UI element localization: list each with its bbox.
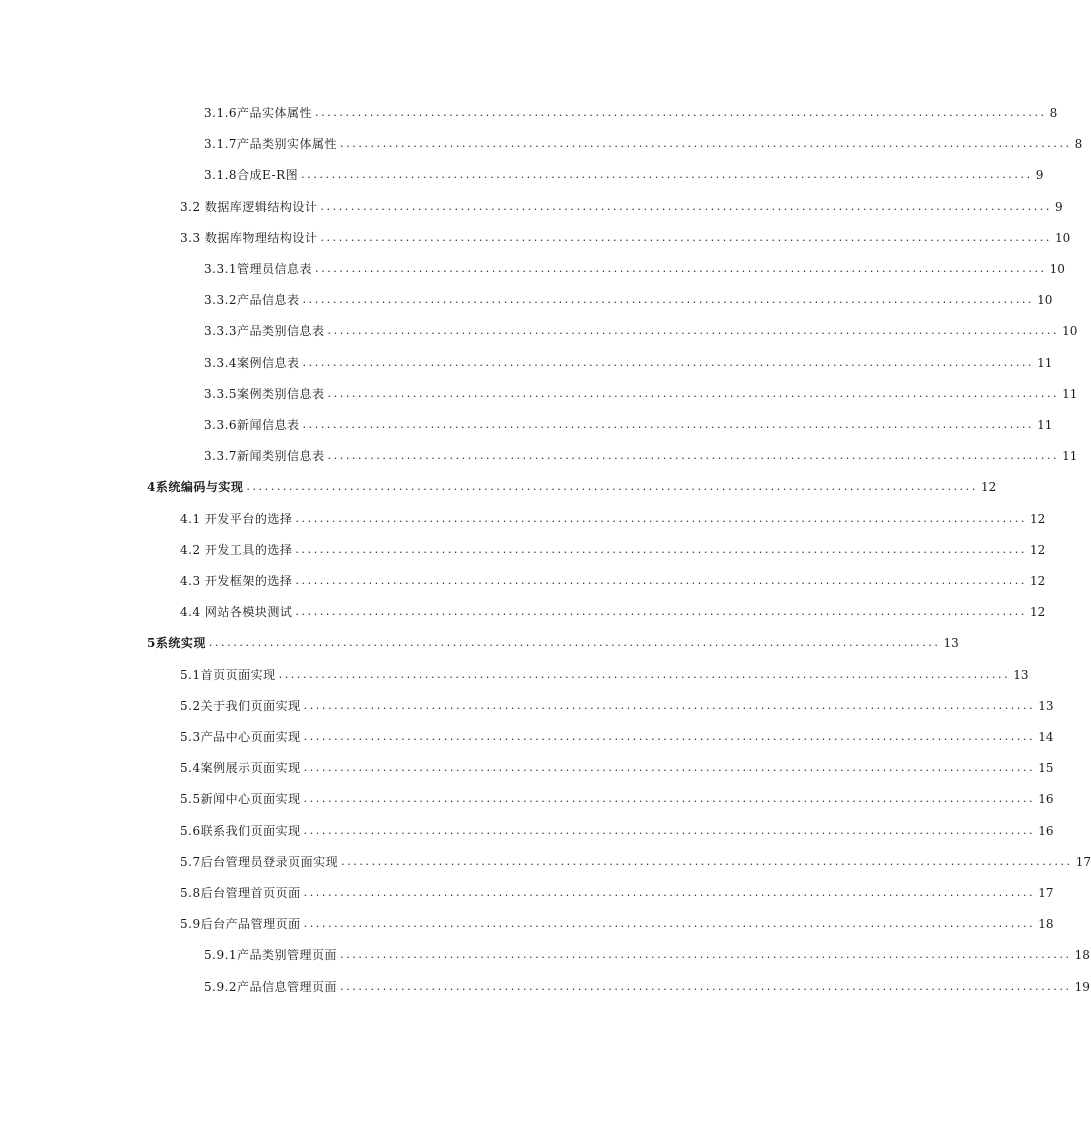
toc-page-number: 15 [1038,761,1054,775]
toc-entry-label: 5.4案例展示页面实现 [180,761,301,775]
toc-dot-leader: ........................................................................................................................ [327,324,1060,337]
toc-entry-label: 3.3 数据库物理结构设计 [180,231,318,245]
toc-entry[interactable] [204,321,1078,341]
toc-entry[interactable] [180,821,1054,841]
toc-dot-leader: ........................................................................................................................ [315,106,1047,119]
toc-entry[interactable] [204,134,1083,154]
toc-dot-leader: ........................................................................................................................ [303,886,1036,899]
toc-entry-label: 5.5新闻中心页面实现 [180,792,301,806]
toc-entry-label: 4.3 开发框架的选择 [180,574,293,588]
toc-page-number: 18 [1074,948,1090,962]
toc-page-number: 10 [1062,324,1078,338]
toc-entry-label: 5.6联系我们页面实现 [180,824,301,838]
toc-entry-label: 3.3.4案例信息表 [204,356,300,370]
toc-entry[interactable] [180,665,1029,685]
toc-entry-label: 5.1首页页面实现 [180,668,276,682]
toc-page-number: 11 [1062,387,1078,401]
toc-entry[interactable] [180,197,1063,217]
toc-page-number: 10 [1055,231,1071,245]
toc-entry-label: 3.3.2产品信息表 [204,293,300,307]
toc-dot-leader: ........................................................................................................................ [303,792,1036,805]
toc-entry[interactable] [180,727,1054,747]
toc-dot-leader: ........................................................................................................................ [302,293,1035,306]
toc-page-number: 14 [1038,730,1054,744]
toc-entry-label: 3.3.7新闻类别信息表 [204,449,325,463]
toc-entry[interactable] [180,540,1046,560]
toc-entry-label: 3.2 数据库逻辑结构设计 [180,200,318,214]
toc-entry-label: 3.3.6新闻信息表 [204,418,300,432]
toc-dot-leader: ........................................................................................................................ [340,980,1072,993]
toc-entry[interactable] [180,696,1054,716]
toc-entry[interactable] [204,384,1078,404]
toc-dot-leader: ........................................................................................................................ [327,449,1060,462]
toc-entry-label: 3.3.5案例类别信息表 [204,387,325,401]
toc-page-number: 9 [1055,200,1063,214]
toc-entry[interactable] [180,883,1054,903]
toc-page-number: 8 [1074,137,1083,151]
toc-page-number: 16 [1038,824,1054,838]
toc-entry-label: 4.1 开发平台的选择 [180,512,293,526]
toc-page-number: 10 [1037,293,1053,307]
toc-entry[interactable] [147,477,997,497]
toc-entry-label: 4系统编码与实现 [147,480,244,494]
toc-entry-label: 3.1.8合成E-R图 [204,168,299,182]
toc-page-number: 10 [1049,262,1065,276]
toc-page-number: 13 [1038,699,1054,713]
toc-dot-leader: ........................................................................................................................ [327,387,1060,400]
toc-dot-leader: ........................................................................................................................ [301,168,1033,181]
toc-entry[interactable] [180,789,1054,809]
toc-dot-leader: ........................................................................................................................ [303,730,1036,743]
toc-dot-leader: ........................................................................................................................ [295,543,1027,556]
toc-entry-label: 5.7后台管理员登录页面实现 [180,855,339,869]
toc-dot-leader: ........................................................................................................................ [303,761,1036,774]
toc-page-number: 12 [1030,605,1046,619]
toc-page-number: 12 [1030,543,1046,557]
toc-dot-leader: ........................................................................................................................ [302,356,1035,369]
toc-dot-leader: ........................................................................................................................ [315,262,1047,275]
toc-page-number: 17 [1075,855,1091,869]
toc-dot-leader: ........................................................................................................................ [303,824,1036,837]
toc-entry[interactable] [204,259,1065,279]
toc-entry[interactable] [204,415,1053,435]
toc-dot-leader: ........................................................................................................................ [340,137,1072,150]
toc-page-number: 12 [1030,512,1046,526]
toc-entry-label: 3.3.3产品类别信息表 [204,324,325,338]
toc-entry-label: 5系统实现 [147,636,206,650]
toc-entry[interactable] [204,945,1090,965]
toc-entry-label: 3.3.1管理员信息表 [204,262,313,276]
toc-page-number: 18 [1038,917,1054,931]
toc-dot-leader: ........................................................................................................................ [295,574,1027,587]
toc-page-number: 11 [1037,418,1053,432]
toc-page-number: 8 [1049,106,1058,120]
toc-page-number: 12 [1030,574,1046,588]
toc-entry-label: 5.2关于我们页面实现 [180,699,301,713]
toc-page-number: 19 [1074,980,1090,994]
toc-entry-label: 5.9.1产品类别管理页面 [204,948,338,962]
toc-dot-leader: ........................................................................................................................ [303,917,1036,930]
toc-entry-label: 4.2 开发工具的选择 [180,543,293,557]
toc-page-number: 13 [943,636,959,650]
toc-dot-leader: ........................................................................................................................ [295,512,1027,525]
toc-entry-label: 5.8后台管理首页页面 [180,886,301,900]
toc-entry[interactable] [180,758,1054,778]
toc-page-number: 12 [980,480,997,494]
toc-entry-label: 3.1.7产品类别实体属性 [204,137,338,151]
toc-entry-label: 5.9后台产品管理页面 [180,917,301,931]
toc-dot-leader: ........................................................................................................................ [303,699,1036,712]
toc-entry[interactable] [147,633,959,653]
toc-dot-leader: ........................................................................................................................ [278,668,1011,681]
toc-page-number: 9 [1035,168,1044,182]
toc-page-number: 11 [1062,449,1078,463]
toc-entry[interactable] [204,103,1058,123]
toc-entry[interactable] [204,977,1090,997]
toc-entry[interactable] [180,571,1046,591]
toc-entry[interactable] [204,290,1053,310]
toc-entry-label: 5.9.2产品信息管理页面 [204,980,338,994]
toc-dot-leader: ........................................................................................................................ [295,605,1027,618]
toc-dot-leader: ........................................................................................................................ [320,231,1052,244]
toc-page-number: 17 [1038,886,1054,900]
toc-dot-leader: ........................................................................................................................ [208,636,941,649]
toc-entry[interactable] [180,509,1046,529]
toc-entry[interactable] [204,446,1078,466]
toc-dot-leader: ........................................................................................................................ [341,855,1073,868]
toc-dot-leader: ........................................................................................................................ [340,948,1072,961]
toc-entry-label: 3.1.6产品实体属性 [204,106,313,120]
toc-entry-label: 5.3产品中心页面实现 [180,730,301,744]
toc-entry[interactable] [204,353,1053,373]
toc-dot-leader: ........................................................................................................................ [246,480,978,493]
toc-entry[interactable] [180,852,1091,872]
toc-entry[interactable] [204,165,1044,185]
toc-page-number: 11 [1037,356,1053,370]
toc-entry[interactable] [180,228,1071,248]
toc-entry-label: 4.4 网站各模块测试 [180,605,293,619]
toc-entry[interactable] [180,914,1054,934]
toc-dot-leader: ........................................................................................................................ [320,200,1052,213]
toc-dot-leader: ........................................................................................................................ [302,418,1035,431]
toc-entry[interactable] [180,602,1046,622]
toc-page-number: 16 [1038,792,1054,806]
toc-page-number: 13 [1013,668,1029,682]
